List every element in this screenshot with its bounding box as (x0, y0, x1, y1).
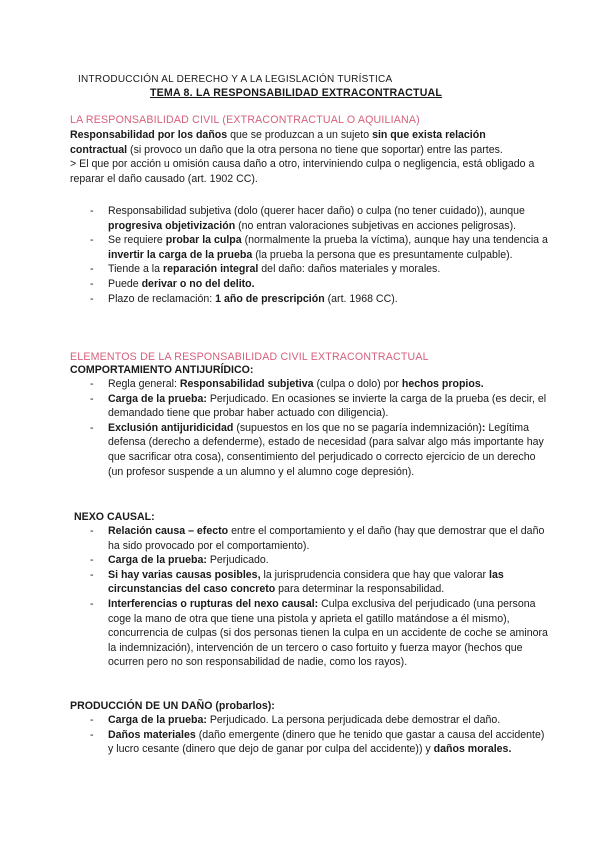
text-run: entre el comportamiento y el daño (hay que demostrar que el daño ha sido provocado por el comportamiento). (108, 525, 545, 552)
nexo-list (70, 524, 550, 670)
tema-title: TEMA 8. LA RESPONSABILIDAD EXTRACONTRACTUAL (150, 87, 443, 99)
section-title-elementos: ELEMENTOS DE LA RESPONSABILIDAD CIVIL EXTRACONTRACTUAL (70, 351, 429, 363)
text-run: Se requiere (108, 234, 166, 247)
list-item (70, 204, 550, 233)
intro-article: > El que por acción u omisión causa daño a otro, interviniendo culpa o negligencia, está obligado a reparar el daño causado (art. 1902 CC). (70, 158, 535, 185)
text-run: Regla general: (108, 378, 180, 390)
intro-paragraph (70, 128, 540, 157)
text-run: (culpa o dolo) por (313, 378, 402, 390)
list-item (70, 277, 550, 292)
text-run: (art. 1968 CC). (324, 292, 398, 305)
bold-text: probar la culpa (165, 234, 242, 247)
list-item (70, 421, 550, 479)
text-run: (si provoco un daño que la otra persona no tiene que soportar) entre las partes. (127, 143, 503, 156)
heading-produccion: PRODUCCIÓN DE UN DAÑO (probarlos): (70, 700, 275, 712)
bold-text: Responsabilidad subjetiva (179, 378, 314, 390)
bold-text: Responsabilidad por los daños (70, 129, 228, 141)
bold-text: Relación causa – efecto (108, 525, 229, 537)
bold-text: invertir la carga de la prueba (108, 248, 253, 261)
text-run: (supuestos en los que no se pagaría indemnización) (233, 421, 482, 434)
list-item (70, 392, 550, 421)
bold-text: Exclusión antijuridicidad (108, 421, 234, 434)
text-run: Culpa exclusiva del perjudicado (una persona coge la mano de otra que tiene una pistola y aprieta el gatillo matándose a él mismo), concurrencia de culpas (si dos personas tienen la culpa en un accidente de coche se aminora la indemnización), intervención de un tercero o caso fortuito y fuerza mayor (hechos que ocurren pero no son responsabilidad de nadie, como los rayos). (108, 597, 548, 669)
heading-nexo-causal: NEXO CAUSAL: (74, 511, 155, 523)
section-title-responsabilidad-civil: LA RESPONSABILIDAD CIVIL (EXTRACONTRACTUAL O AQUILIANA) (70, 114, 420, 126)
text-run: que se produzcan a un sujeto (227, 129, 373, 141)
text-run: (normalmente la prueba la víctima), aunque hay una tendencia a (241, 234, 548, 247)
list-item (70, 728, 550, 757)
bold-text: derivar o no del delito. (141, 277, 255, 290)
text-run: Perjudicado. (206, 554, 269, 567)
bold-text: Carga de la prueba: (108, 714, 207, 726)
course-title: INTRODUCCIÓN AL DERECHO Y A LA LEGISLACIÓN TURÍSTICA (78, 74, 393, 85)
bold-text: las circunstancias del caso concreto (108, 568, 504, 596)
list-item (70, 713, 550, 728)
bold-text: sin que exista relación contractual (70, 129, 486, 156)
list-item (70, 262, 550, 277)
bold-text: 1 año de prescripción (215, 292, 325, 305)
bold-text: : (481, 421, 486, 434)
text-run: Plazo de reclamación: (108, 292, 216, 305)
bold-text: daños morales. (433, 743, 512, 756)
bold-text: Daños materiales (108, 728, 196, 741)
text-run: del daño: daños materiales y morales. (258, 263, 441, 276)
bold-text: Si hay varias causas posibles, (108, 568, 261, 581)
list-item (70, 292, 550, 307)
list-item (70, 524, 550, 553)
text-run: (la prueba la persona que es presuntamente culpable). (252, 248, 513, 261)
text-run: para determinar la responsabilidad. (275, 583, 445, 596)
list-item (70, 233, 550, 262)
text-run: Tiende a la (108, 263, 163, 276)
bold-text: progresiva objetivización (108, 219, 236, 232)
bold-text: Carga de la prueba: (108, 392, 207, 405)
comportamiento-list (70, 377, 550, 479)
bold-text: Carga de la prueba: (108, 554, 207, 567)
list-item (70, 553, 550, 568)
list-item (70, 377, 550, 392)
list-item (70, 597, 550, 670)
text-run: Perjudicado. En ocasiones se invierte la carga de la prueba (es decir, el demandado tiene que probar haber actuado con diligencia). (108, 392, 547, 420)
bold-text: reparación integral (162, 263, 259, 276)
text-run: Legítima defensa (derecho a defenderme), estado de necesidad (para salvar algo más importante hay que sacrificar otra cosa), consentimiento del perjudicado o correcto ejercicio de un derecho (un profesor suspende a un alumno y el alumno coge depresión). (108, 421, 544, 478)
intro-text (70, 128, 540, 186)
bold-text: hechos propios. (401, 378, 484, 390)
list-item (70, 568, 550, 597)
text-run: Puede (108, 277, 142, 290)
characteristics-list (70, 204, 550, 306)
heading-comportamiento: COMPORTAMIENTO ANTIJURÍDICO: (70, 364, 254, 376)
text-run: Responsabilidad subjetiva (dolo (querer hacer daño) o culpa (no tener cuidado)), aunque (108, 205, 525, 217)
text-run: (no entran valoraciones subjetivas en acciones peligrosas). (235, 219, 517, 232)
text-run: la jurisprudencia considera que hay que valorar (260, 568, 490, 581)
produccion-list (70, 713, 550, 757)
text-run: (daño emergente (dinero que he tenido que gastar a causa del accidente) y lucro cesante (dinero que dejo de ganar por culpa del accidente)) y (108, 728, 545, 756)
text-run: Perjudicado. La persona perjudicada debe demostrar el daño. (206, 714, 501, 726)
bold-text: Interferencias o rupturas del nexo causal: (108, 597, 319, 610)
